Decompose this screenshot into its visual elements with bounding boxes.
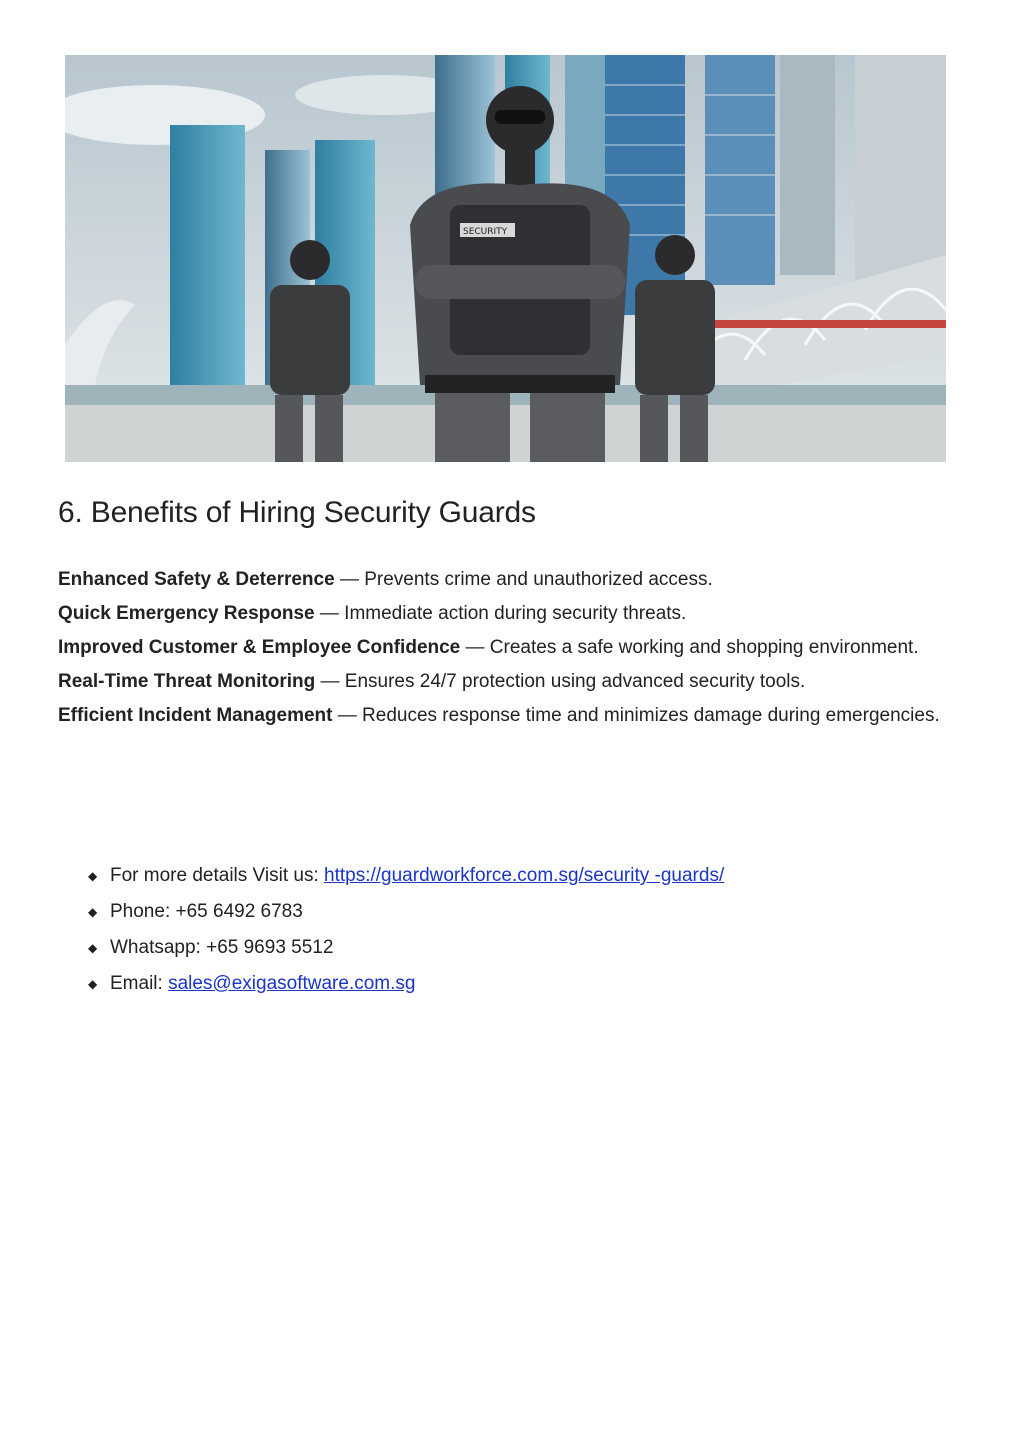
benefit-term: Real-Time Threat Monitoring [58, 671, 316, 692]
benefit-item [58, 665, 948, 699]
phone-text: Phone: +65 6492 6783 [110, 901, 303, 922]
email-label: Email: [110, 973, 169, 994]
benefits-list [58, 563, 948, 733]
benefit-term: Enhanced Safety & Deterrence [58, 569, 335, 590]
hero-image [65, 55, 946, 462]
contact-item-phone [88, 894, 724, 930]
security-guards-illustration [65, 55, 946, 462]
bullet-icon: ◆ [88, 869, 98, 883]
contact-item-website [88, 858, 724, 894]
benefit-description: — Reduces response time and minimizes damage during emergencies. [332, 705, 940, 726]
benefit-description: — Ensures 24/7 protection using advanced security tools. [315, 671, 806, 692]
contact-item-whatsapp [88, 930, 724, 966]
benefit-item [58, 631, 948, 665]
bullet-icon: ◆ [88, 977, 98, 991]
benefit-description: — Immediate action during security threats. [314, 603, 687, 624]
benefit-description: — Creates a safe working and shopping environment. [460, 637, 919, 658]
benefit-term: Efficient Incident Management [58, 705, 333, 726]
email-link[interactable]: sales@exigasoftware.com.sg [168, 973, 416, 994]
bullet-icon: ◆ [88, 905, 98, 919]
benefit-item [58, 699, 948, 733]
website-label: For more details Visit us: [110, 865, 325, 886]
benefit-term: Quick Emergency Response [58, 603, 315, 624]
benefit-term: Improved Customer & Employee Confidence [58, 637, 461, 658]
whatsapp-text: Whatsapp: +65 9693 5512 [110, 937, 334, 958]
contact-item-email [88, 966, 724, 1002]
security-badge-text: SECURITY [463, 227, 508, 237]
website-link[interactable]: https://guardworkforce.com.sg/security -guards/ [324, 865, 725, 886]
contact-list [88, 858, 724, 1002]
benefit-item [58, 563, 948, 597]
section-heading: 6. Benefits of Hiring Security Guards [58, 496, 536, 529]
benefit-item [58, 597, 948, 631]
benefit-description: — Prevents crime and unauthorized access. [334, 569, 713, 590]
bullet-icon: ◆ [88, 941, 98, 955]
